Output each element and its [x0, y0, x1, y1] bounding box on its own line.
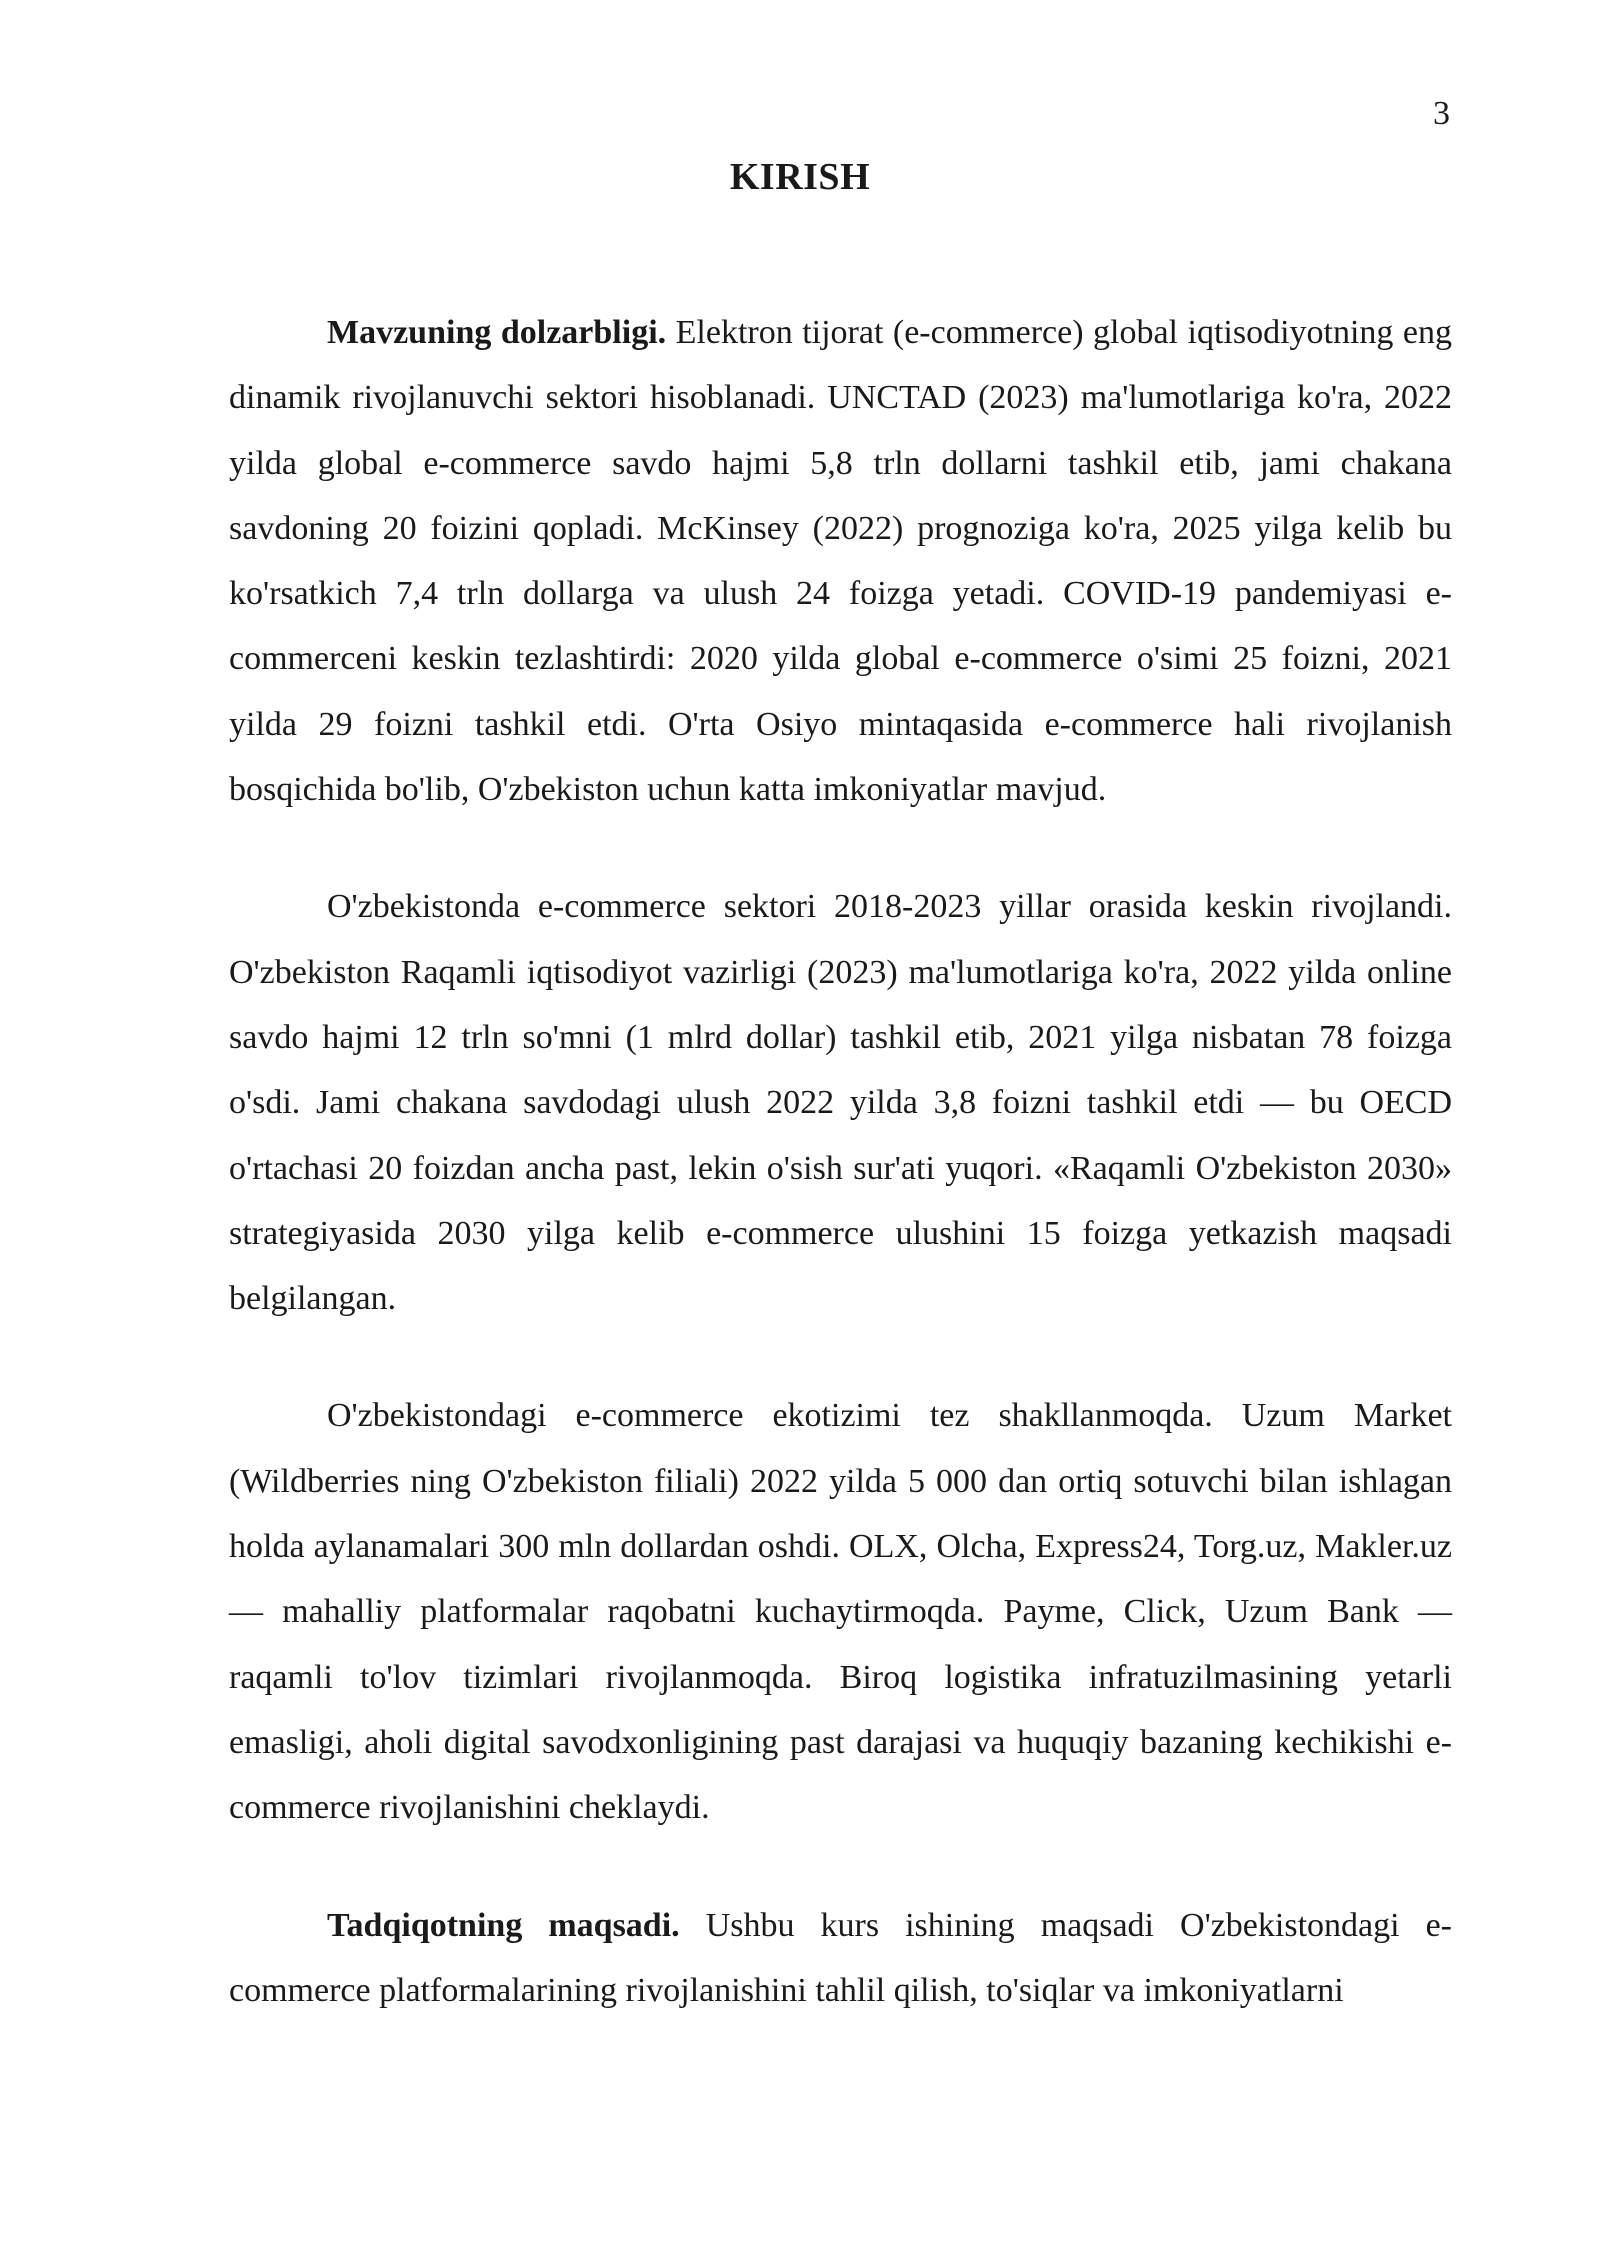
- paragraph-text: Elektron tijorat (e-commerce) global iqtisodiyotning eng dinamik rivojlanuvchi sektori hisoblanadi. UNCTAD (2023) ma'lumotlariga ko'ra, 2022 yilda global e-commerce savdo hajmi 5,8 trln dollarni tashkil etib, jami chakana savdoning 20 foizini qopladi. McKinsey (2022) prognoziga ko'ra, 2025 yilga kelib bu ko'rsatkich 7,4 trln dollarga va ulush 24 foizga yetadi. COVID-19 pandemiyasi e-commerceni keskin tezlashtirdi: 2020 yilda global e-commerce o'simi 25 foizni, 2021 yilda 29 foizni tashkil etdi. O'rta Osiyo mintaqasida e-commerce hali rivojlanish bosqichida bo'lib, O'zbekiston uchun katta imkoniyatlar mavjud.: [229, 314, 1452, 809]
- document-body: [229, 300, 1452, 2075]
- paragraph-lead: Tadqiqotning maqsadi.: [327, 1906, 680, 1944]
- page-number: 3: [1433, 95, 1450, 132]
- paragraph-text: O'zbekistondagi e-commerce ekotizimi tez shakllanmoqda. Uzum Market (Wildberries ning O'zbekiston filiali) 2022 yilda 5 000 dan ortiq sotuvchi bilan ishlagan holda aylanamalari 300 mln dollardan oshdi. OLX, Olcha, Express24, Torg.uz, Makler.uz — mahalliy platformalar raqobatni kuchaytirmoqda. Payme, Click, Uzum Bank — raqamli to'lov tizimlari rivojlanmoqda. Biroq logistika infratuzilmasining yetarli emasligi, aholi digital savodxonligining past darajasi va huquqiy bazaning kechikishi e-commerce rivojlanishini cheklaydi.: [229, 1397, 1452, 1827]
- section-title: KIRISH: [729, 156, 871, 198]
- paragraph-research-goal: [229, 1893, 1452, 2024]
- paragraph-text: Ushbu kurs ishining maqsadi O'zbekistondagi e-commerce platformalarining rivojlanishini tahlil qilish, to'siqlar va imkoniyatlarni: [229, 1906, 1452, 2009]
- paragraph-text: O'zbekistonda e-commerce sektori 2018-2023 yillar orasida keskin rivojlandi. O'zbekiston Raqamli iqtisodiyot vazirligi (2023) ma'lumotlariga ko'ra, 2022 yilda online savdo hajmi 12 trln so'mni (1 mlrd dollar) tashkil etib, 2021 yilga nisbatan 78 foizga o'sdi. Jami chakana savdodagi ulush 2022 yilda 3,8 foizni tashkil etdi — bu OECD o'rtachasi 20 foizdan ancha past, lekin o'sish sur'ati yuqori. «Raqamli O'zbekiston 2030» strategiyasida 2030 yilga kelib e-commerce ulushini 15 foizga yetkazish maqsadi belgilangan.: [229, 888, 1452, 1318]
- paragraph-uzbekistan-growth: [229, 874, 1452, 1331]
- paragraph-ecosystem: [229, 1383, 1452, 1840]
- paragraph-lead: Mavzuning dolzarbligi.: [327, 314, 667, 351]
- paragraph-relevance: [229, 300, 1452, 822]
